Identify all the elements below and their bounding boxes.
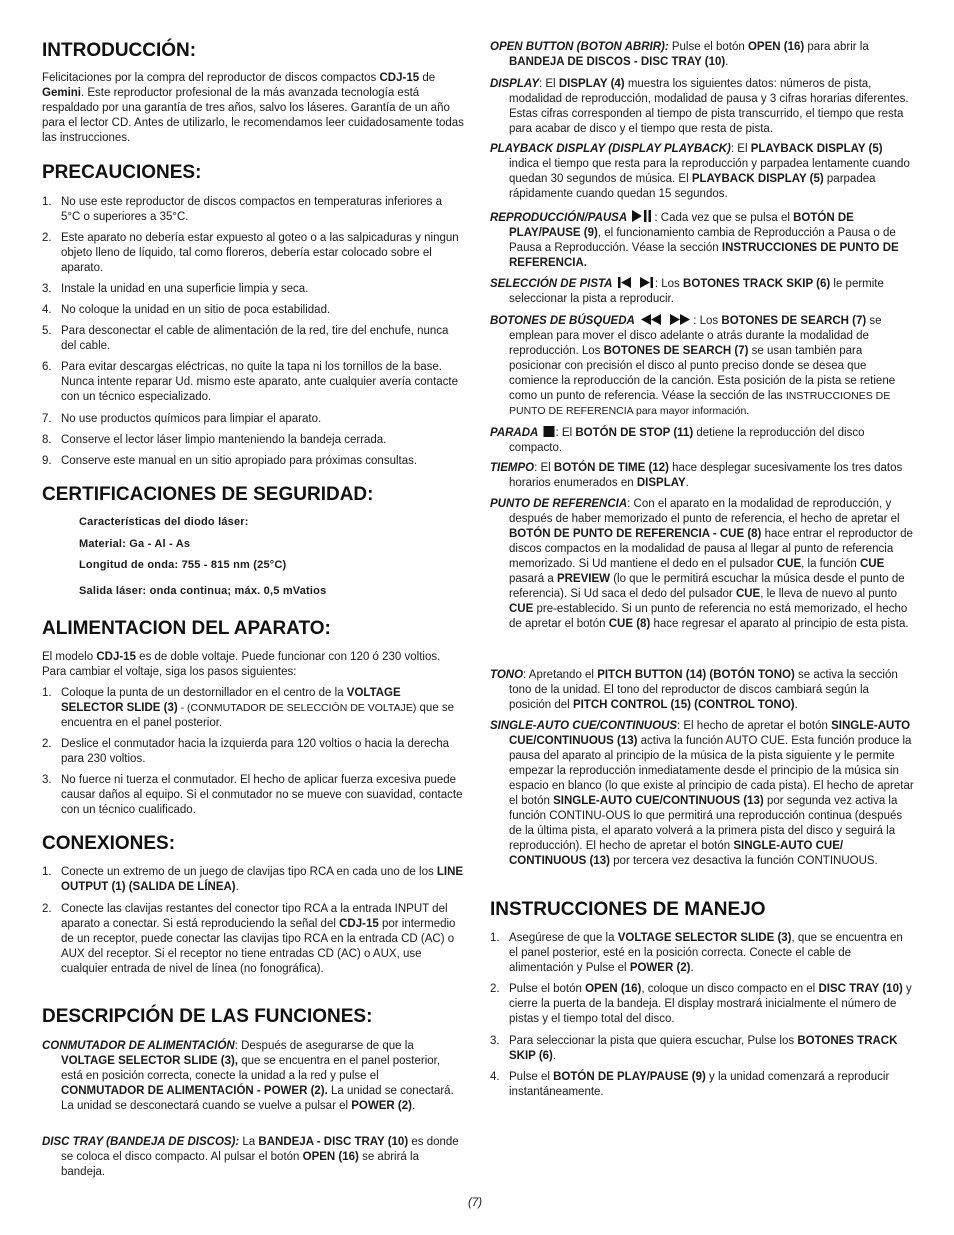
list-item: 1. Coloque la punta de un destornillador en el centro de la VOLTAGE SELECTOR SLIDE (3) - (CONMUTADOR DE SELECCIÓN DE VOLTAJE) que se encuentra en el panel posterior. [42,687,455,729]
list-item: 7. No use productos químicos para limpiar el aparato. [42,413,322,425]
list-item: 2. Este aparato no debería estar expuesto al goteo o a las salpicaduras y ningun objeto lleno de líquido, tal como floreros, debería estar colocado sobre el aparato. [42,232,459,274]
precautions-heading: PRECAUCIONES: [42,162,202,183]
function-entry: TONO: Apretando el PITCH BUTTON (14) (BOTÓN TONO) se activa la sección tono de la unidad. El tono del reproductor de discos cambiará según la posición del PITCH CONTROL (15) (CONTROL TONO). [490,669,898,711]
laser-spec: Longitud de onda: 755 - 815 nm (25°C) [79,559,287,571]
skip-back-icon [617,276,633,289]
intro-heading: INTRODUCCIÓN: [42,40,197,61]
function-entry: SINGLE-AUTO CUE/CONTINUOUS: El hecho de apretar el botón SINGLE-AUTO CUE/CONTINUOUS (13) activa la función AUTO CUE. Esta función produce la pausa del aparato al principio de la música de la pista siguiente y le permite empezar la reproducción inmediatamente desde el principio de la música sin espacio en blanco (lo que existe al principio de cada pista). El hecho de apretar el botón SINGLE-AUTO CUE/CONTINUOUS (13) por segunda vez activa la función CONTINU-OUS lo que permitirá una reproducción continua (después de la última pista, el aparato volverá a la primera pista del disco y seguirá la reproducción). El hecho de apretar el botón SINGLE-AUTO CUE/ CONTINUOUS (13) por tercera vez desactiva la función CONTINUOUS. [490,720,914,867]
connections-heading: CONEXIONES: [42,833,176,854]
list-item: 9. Conserve este manual en un sitio apropiado para próximas consultas. [42,455,418,467]
fast-forward-icon [668,313,692,326]
operation-heading: INSTRUCCIONES DE MANEJO [490,899,766,920]
power-intro: El modelo CDJ-15 es de doble voltaje. Puede funcionar con 120 ó 230 voltios. Para cambiar el voltaje, siga los pasos siguientes: [42,651,441,678]
function-entry: PLAYBACK DISPLAY (DISPLAY PLAYBACK): El PLAYBACK DISPLAY (5) indica el tiempo que resta para la reproducción y parpadea lentamente cuando quedan 30 segundos de música. El PLAYBACK DISPLAY (5) parpadea rápidamente cuando quedan 15 segundos. [490,143,910,200]
function-entry: BOTONES DE BÚSQUEDA : Los BOTONES DE SEARCH (7) se emplean para mover el disco adelante o atrás durante la modalidad de reproducción. Los BOTONES DE SEARCH (7) se usan también para posicionar con precisión el disco al punto preciso donde se desea que comience la reproducción de la canción. Esta posición de la pista se retiene como un punto de referencia. Véase la sección de las INSTRUCCIONES DE PUNTO DE REFERENCIA para mayor información. [490,315,896,417]
power-heading: ALIMENTACION DEL APARATO: [42,618,331,639]
function-entry: REPRODUCCIÓN/PAUSA : Cada vez que se pulsa el BOTÓN DE PLAY/PAUSE (9), el funcionamiento cambia de Reproducción a Pausa o de Pausa a Reproducción. Véase la sección INSTRUCCIONES DE PUNTO DE REFERENCIA. [490,209,914,271]
list-item: 6. Para evitar descargas eléctricas, no quite la tapa ni los tornillos de la base. Nunca intente reparar Ud. mismo este aparato, ante cualquier avería contacte con un técnico especializado. [42,361,458,403]
function-entry: TIEMPO: El BOTÓN DE TIME (12) hace desplegar sucesivamente los tres datos horarios enumerados en DISPLAY. [490,462,903,489]
list-item: 2. Pulse el botón OPEN (16), coloque un disco compacto en el DISC TRAY (10) y cierre la puerta de la bandeja. El display mostrará inicialmente el número de pistas y el tiempo total del disco. [490,983,912,1025]
skip-forward-icon [638,276,654,289]
list-item: 2. Conecte las clavijas restantes del conector tipo RCA a la entrada INPUT del aparato a conectar. Si está reproduciendo la señal del CDJ-15 por intermedio de un receptor, puede conectar las clavijas tipo RCA en la entrada CD (AC) o AUX del receptor. Si el receptor no tiene entradas CD (AC) o AUX, use cualquier entrada de nivel de línea (no fonográfica). [42,903,456,975]
page-number: (7) [468,1197,483,1209]
intro-paragraph: Felicitaciones por la compra del reproductor de discos compactos CDJ-15 de Gemini. Este reproductor profesional de la más avanzada tecnología está respaldado por una garantía de tres años, salvo los láseres. Garantía de un año para el lector CD. Antes de utilizarlo, le recomendamos leer cuidadosamente todas las instrucciones. [42,72,464,144]
list-item: 4. Pulse el BOTÓN DE PLAY/PAUSE (9) y la unidad comenzará a reproducir instantáneamente. [490,1071,890,1098]
list-item: 3. Instale la unidad en una superficie limpia y seca. [42,283,309,295]
function-entry: SELECCIÓN DE PISTA : Los BOTONES TRACK SKIP (6) le permite seleccionar la pista a reproducir. [490,278,884,305]
stop-icon [543,425,555,438]
function-entry: PARADA : El BOTÓN DE STOP (11) detiene la reproducción del disco compacto. [490,427,865,454]
safety-heading: CERTIFICACIONES DE SEGURIDAD: [42,484,374,505]
function-entry: CONMUTADOR DE ALIMENTACIÓN: Después de asegurarse de que la VOLTAGE SELECTOR SLIDE (3), que se encuentra en el panel posterior, está en posición correcta, conecte la unidad a la red y pulse el CONMUTADOR DE ALIMENTACIÓN - POWER (2). La unidad se conectará. La unidad se desconectará cuando se vuelve a pulsar el POWER (2). [42,1040,454,1112]
list-item: 8. Conserve el lector láser limpio manteniendo la bandeja cerrada. [42,434,387,446]
function-entry: PUNTO DE REFERENCIA: Con el aparato en la modalidad de reproducción, y después de haber memorizado el punto de referencia, el hecho de apretar el BOTÓN DE PUNTO DE REFERENCIA - CUE (8) hace entrar el reproductor de discos compactos en la modalidad de pausa al llegar al punto de referencia memorizado. Si Ud mantiene el dedo en el pulsador CUE, la función CUE pasará a PREVIEW (lo que le permitirá escuchar la música desde el punto de referencia). Si Ud saca el dedo del pulsador CUE, le lleva de nuevo al punto CUE pre-establecido. Si un punto de referencia no está memorizado, el hecho de apretar el botón CUE (8) hace regresar el aparato al principio de esta pista. [490,498,913,630]
play-pause-icon [631,209,653,223]
function-entry: DISPLAY: El DISPLAY (4) muestra los siguientes datos: números de pista, modalidad de reproducción, modalidad de pausa y 3 cifras horarias diferentes. Estas cifras corresponden al tiempo de pista transcurrido, el tiempo que resta para acabar de disco y el tiempo que resta de pista. [490,78,909,135]
functions-heading: DESCRIPCIÓN DE LAS FUNCIONES: [42,1006,373,1027]
rewind-icon [639,313,663,326]
list-item: 3. Para seleccionar la pista que quiera escuchar, Pulse los BOTONES TRACK SKIP (6). [490,1035,898,1062]
list-item: 1. Asegúrese de que la VOLTAGE SELECTOR SLIDE (3), que se encuentra en el panel posterior, esté en la posición correcta. Conecte el cable de alimentación y Pulse el POWER (2). [490,932,903,974]
laser-spec: Características del diodo láser: [79,516,249,528]
list-item: 4. No coloque la unidad en un sitio de poca estabilidad. [42,304,331,316]
function-entry: DISC TRAY (BANDEJA DE DISCOS): La BANDEJA - DISC TRAY (10) es donde se coloca el disco compacto. Al pulsar el botón OPEN (16) se abrirá la bandeja. [42,1136,459,1178]
list-item: 2. Deslice el conmutador hacia la izquierda para 120 voltios o hacia la derecha para 230 voltios. [42,738,450,765]
list-item: 1. No use este reproductor de discos compactos en temperaturas inferiores a 5°C o superiores a 35°C. [42,196,442,223]
laser-spec: Salida láser: onda continua; máx. 0,5 mVatios [79,585,327,597]
list-item: 1. Conecte un extremo de un juego de clavijas tipo RCA en cada uno de los LINE OUTPUT (1) (SALIDA DE LÍNEA). [42,866,464,893]
function-entry: OPEN BUTTON (BOTON ABRIR): Pulse el botón OPEN (16) para abrir la BANDEJA DE DISCOS - DISC TRAY (10). [490,41,869,68]
list-item: 3. No fuerce ni tuerza el conmutador. El hecho de aplicar fuerza excesiva puede causar daños al equipo. Si el conmutador no se mueve con suavidad, contacte con un técnico cualificado. [42,774,463,816]
laser-spec: Material: Ga - Al - As [79,538,191,550]
list-item: 5. Para desconectar el cable de alimentación de la red, tire del enchufe, nunca del cable. [42,325,449,352]
